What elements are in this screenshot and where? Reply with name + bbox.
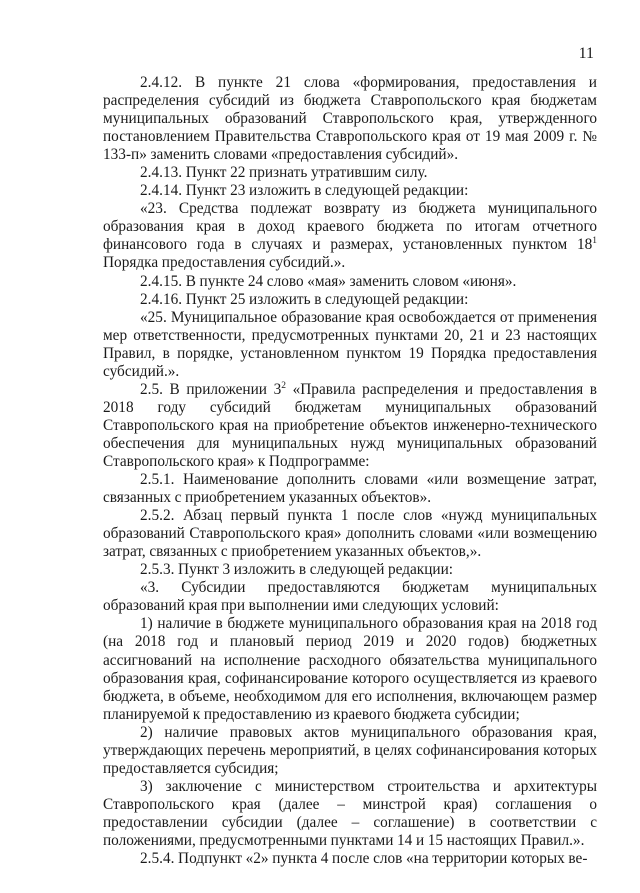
condition-3: 3) заключение с министерством строительства и архитектуры Ставропольского края (далее – минстрой края) соглашения о предоставлении субсидии (далее – соглашение) в соответствии с положениями, предусмотренными пунктами 14 и 15 настоящих Правил.». [103,777,597,849]
page-number: 11 [578,45,594,62]
footnote-mark: 1 [592,236,597,247]
paragraph-2-5: 2.5. В приложении $3^2$ «Правила распределения и предоставления в 2018 году субсидий бюджетам муниципальных образований Ставропольского края на приобретение объектов инженерно-технического обеспечения для муниципальных нужд муниципальных образований Ставропольского края» к Подпрограмме: [103,380,597,470]
document-body [103,74,597,868]
paragraph-2-5-3: 2.5.3. Пункт 3 изложить в следующей редакции: [140,561,454,579]
paragraph-2-5-4: 2.5.4. Подпункт «2» пункта 4 после слов «на территории которых ве- [140,850,588,868]
condition-1: 1) наличие в бюджете муниципального образования края на 2018 год (на 2018 год и плановый период 2019 и 2020 годов) бюджетных ассигнований на исполнение расходного обязательства муниципального образования края, софинансирование которого осуществляется из краевого бюджета, в объеме, необходимом для его исполнения, включающем размер планируемой к предоставлению из краевого бюджета субсидии; [103,615,597,723]
paragraph-2-4-15: 2.4.15. В пункте 24 слово «мая» заменить словом «июня». [140,272,517,290]
paragraph-2-5-1: 2.5.1. Наименование дополнить словами «или возмещение затрат, связанных с приобретением указанных объектов». [103,471,597,507]
footnote-mark: 2 [281,380,286,391]
condition-2: 2) наличие правовых актов муниципального образования края, утверждающих перечень мероприятий, в целях софинансирования которых предоставляется субсидия; [103,723,597,777]
paragraph-2-4-13: 2.4.13. Пункт 22 признать утратившим силу. [140,164,428,182]
paragraph-2-5-2: 2.5.2. Абзац первый пункта 1 после слов «нужд муниципальных образований Ставропольского края» дополнить словами «или возмещению затрат, связанных с приобретением указанных объектов,». [103,507,597,561]
paragraph-2-4-12: 2.4.12. В пункте 21 слова «формирования, предоставления и распределения субсидий из бюджета Ставропольского края бюджетам муниципальных образований Ставропольского края, утвержденного постановлением Правительства Ставропольского края от 19 мая 2009 г. № 133-п» заменить словами «предоставления субсидий». [103,74,597,164]
paragraph-2-4-16: 2.4.16. Пункт 25 изложить в следующей редакции: [140,290,469,308]
quote-point-3: «3. Субсидии предоставляются бюджетам муниципальных образований края при выполнении ими следующих условий: [103,579,597,615]
paragraph-2-4-14: 2.4.14. Пункт 23 изложить в следующей редакции: [140,182,469,200]
quote-point-23: «23. Средства подлежат возврату из бюджета муниципального образования края в доход краевого бюджета по итогам отчетного финансового года в случаях и размерах, установленных пунктом $18^1$ Порядка предоставления субсидий.». [103,200,597,272]
quote-point-25: «25. Муниципальное образование края освобождается от применения мер ответственности, предусмотренных пунктами 20, 21 и 23 настоящих Правил, в порядке, установленном пунктом 19 Порядка предоставления субсидий.». [103,308,597,380]
